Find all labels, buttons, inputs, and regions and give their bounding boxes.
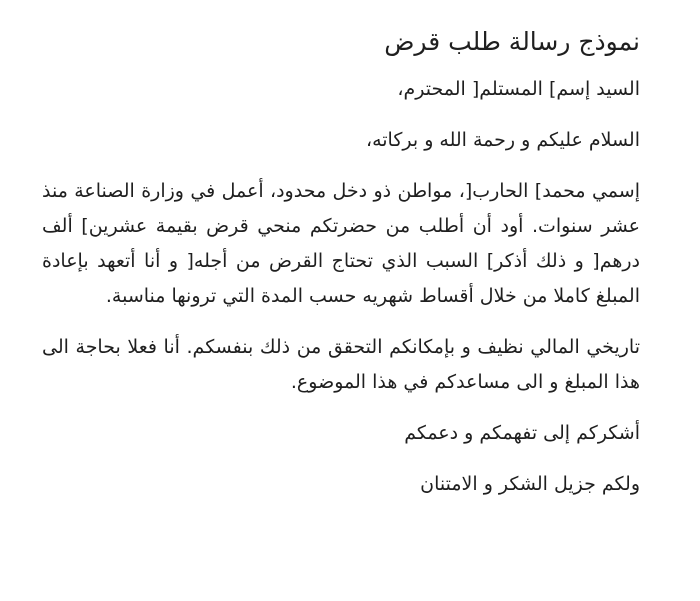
- closing-line: ولكم جزيل الشكر و الامتنان: [420, 473, 640, 495]
- greeting-line: السلام عليكم و رحمة الله و بركاته،: [365, 129, 640, 151]
- salutation-line: السيد إسم] المستلم[ المحترم،: [397, 78, 640, 100]
- thanks-line: أشكركم إلى تفهمكم و دعمكم: [404, 422, 640, 444]
- document-title: نموذج رسالة طلب قرض: [384, 27, 640, 56]
- letter-document: [42, 24, 640, 522]
- body-paragraph-financial-history: تاريخي المالي نظيف و بإمكانكم التحقق من ذلك بنفسكم. أنا فعلا بحاجة الى هذا المبلغ و الى مساعدكم في هذا الموضوع.: [42, 336, 640, 393]
- body-paragraph-request: إسمي محمد] الحارب[، مواطن ذو دخل محدود، أعمل في وزارة الصناعة منذ عشر سنوات. أود أن أطلب من حضرتكم منحي قرض بقيمة عشرين] ألف درهم[ و ذلك أذكر] السبب الذي تحتاج القرض من أجله[ و أنا أتعهد بإعادة المبلغ كاملا من خلال أقساط شهريه حسب المدة التي ترونها مناسبة.: [42, 180, 640, 307]
